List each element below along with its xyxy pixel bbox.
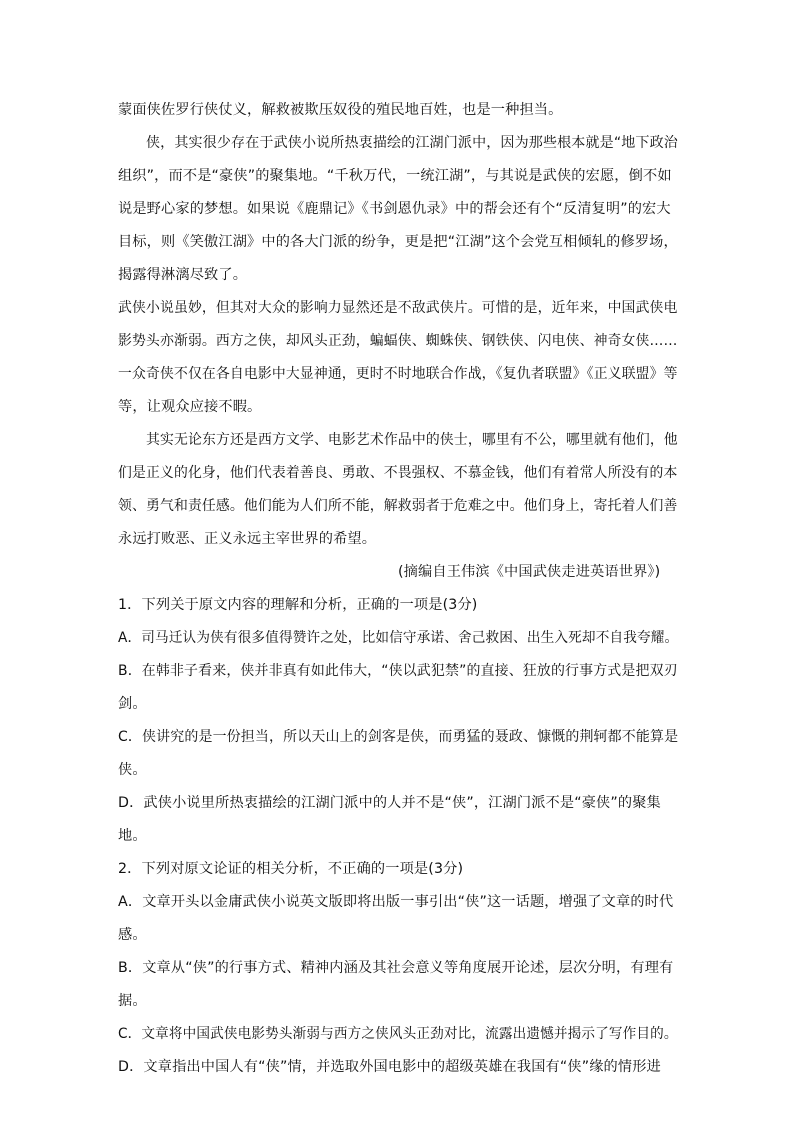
article-line: 蒙面侠佐罗行侠仗义，解救被欺压奴役的殖民地百姓，也是一种担当。 xyxy=(118,102,563,118)
option-a-continued: 感。 xyxy=(118,927,147,943)
article-line: 武侠小说虽妙，但其对大众的影响力显然还是不敌武侠片。可惜的是，近年来，中国武侠电 xyxy=(118,300,678,316)
article-line: 等，让观众应接不暇。 xyxy=(118,399,262,415)
option-b-continued: 剑。 xyxy=(118,696,147,712)
question-stem: 2．下列对原文论证的相关分析，不正确的一项是(3分) xyxy=(118,861,464,877)
option-a: A．文章开头以金庸武侠小说英文版即将出版一事引出“侠”这一话题，增强了文章的时代 xyxy=(118,894,674,910)
question-stem: 1．下列关于原文内容的理解和分析，正确的一项是(3分) xyxy=(118,597,478,613)
article-source: (摘编自王伟滨《中国武侠走进英语世界》) xyxy=(398,564,661,580)
option-d: D．文章指出中国人有“侠”情，并选取外国电影中的超级英雄在我国有“侠”缘的情形进 xyxy=(118,1059,661,1075)
article-line: 领、勇气和责任感。他们能为人们所不能，解救弱者于危难之中。他们身上，寄托着人们善 xyxy=(118,498,678,514)
option-b: B．文章从“侠”的行事方式、精神内涵及其社会意义等角度展开论述，层次分明，有理有 xyxy=(118,960,674,976)
article-line: 揭露得淋漓尽致了。 xyxy=(118,267,248,283)
option-c: C．文章将中国武侠电影势头渐弱与西方之侠风头正劲对比，流露出遗憾并揭示了写作目的。 xyxy=(118,1026,678,1042)
option-d-continued: 地。 xyxy=(118,828,147,844)
option-c-continued: 侠。 xyxy=(118,762,147,778)
article-line: 其实无论东方还是西方文学、电影艺术作品中的侠士，哪里有不公，哪里就有他们，他 xyxy=(146,432,678,448)
option-b: B．在韩非子看来，侠并非真有如此伟大，“侠以武犯禁”的直接、狂放的行事方式是把双刃 xyxy=(118,663,678,679)
article-line: 说是野心家的梦想。如果说《鹿鼎记》《书剑恩仇录》中的帮会还有个“反清复明”的宏大 xyxy=(118,201,671,217)
option-a: A．司马迁认为侠有很多值得赞许之处，比如信守承诺、舍己救困、出生入死却不自我夸耀。 xyxy=(118,630,679,646)
article-line: 们是正义的化身，他们代表着善良、勇敢、不畏强权、不慕金钱，他们有着常人所没有的本 xyxy=(118,465,678,481)
option-b-continued: 据。 xyxy=(118,993,147,1009)
article-line: 一众奇侠不仅在各自电影中大显神通，更时不时地联合作战，《复仇者联盟》《正义联盟》等 xyxy=(118,366,678,382)
article-line: 侠，其实很少存在于武侠小说所热衷描绘的江湖门派中，因为那些根本就是“地下政治 xyxy=(146,135,678,151)
article-line: 目标，则《笑傲江湖》中的各大门派的纷争，更是把“江湖”这个会党互相倾轧的修罗场， xyxy=(118,234,678,250)
article-line: 影势头亦渐弱。西方之侠，却风头正劲，蝙蝠侠、蜘蛛侠、钢铁侠、闪电侠、神奇女侠…… xyxy=(118,333,678,349)
article-line: 组织”，而不是“豪侠”的聚集地。“千秋万代，一统江湖”，与其说是武侠的宏愿，倒不如 xyxy=(118,168,672,184)
article-line: 永远打败恶、正义永远主宰世界的希望。 xyxy=(118,531,377,547)
option-c: C．侠讲究的是一份担当，所以天山上的剑客是侠，而勇猛的聂政、慷慨的荆轲都不能算是 xyxy=(118,729,679,745)
option-d: D．武侠小说里所热衷描绘的江湖门派中的人并不是“侠”，江湖门派不是“豪侠”的聚集 xyxy=(118,795,661,811)
